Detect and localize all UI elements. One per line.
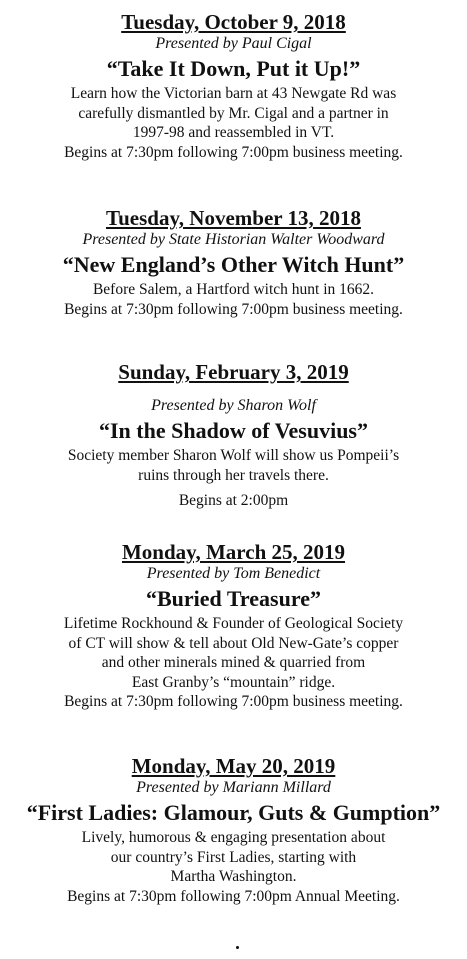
event-title: “In the Shadow of Vesuvius” [99, 418, 368, 443]
description-line: Martha Washington. [170, 868, 297, 885]
event-start-time: Begins at 2:00pm [178, 492, 289, 509]
event-presenter: Presented by Sharon Wolf [151, 397, 316, 414]
event-date: Monday, March 25, 2019 [121, 540, 346, 564]
description-line: Learn how the Victorian barn at 43 Newgate Rd was [70, 85, 397, 102]
event-start-time: Begins at 7:30pm following 7:00pm business meeting. [64, 143, 403, 161]
event-date: Monday, May 20, 2019 [131, 754, 336, 778]
description-line: Before Salem, a Hartford witch hunt in 1662. [92, 281, 375, 298]
description-line: ruins through her travels there. [138, 466, 329, 484]
description-line: of CT will show & tell about Old New-Gate’s copper [68, 634, 399, 652]
event-date: Sunday, February 3, 2019 [118, 360, 349, 384]
description-line: Lively, humorous & engaging presentation about [81, 829, 386, 846]
description-line: and other minerals mined & quarried from [101, 654, 366, 671]
event-date: Tuesday, October 9, 2018 [121, 10, 346, 34]
description-line: Society member Sharon Wolf will show us Pompeii’s [67, 447, 400, 464]
event-description [0, 446, 467, 485]
description-line: our country’s First Ladies, starting with [110, 848, 357, 866]
event-description [0, 828, 467, 887]
event-description [0, 280, 467, 300]
event-presenter: Presented by Paul Cigal [155, 35, 312, 52]
event-description [0, 614, 467, 692]
event-presenter: Presented by Mariann Millard [136, 779, 331, 796]
event-description [0, 84, 467, 143]
event-block-may-2019 [0, 754, 467, 906]
event-title: “First Ladies: Glamour, Guts & Gumption” [26, 800, 441, 825]
event-presenter: Presented by Tom Benedict [146, 565, 321, 582]
description-line: East Granby’s “mountain” ridge. [131, 673, 336, 691]
event-block-mar-2019 [0, 540, 467, 712]
description-line: carefully dismantled by Mr. Cigal and a partner in [78, 104, 389, 122]
event-presenter: Presented by State Historian Walter Woodward [82, 231, 385, 248]
description-line: 1997-98 and reassembled in VT. [132, 124, 335, 141]
event-title: “Buried Treasure” [146, 586, 321, 611]
stray-dot-mark [236, 946, 239, 949]
event-block-feb-2019 [0, 360, 467, 511]
event-title: “Take It Down, Put it Up!” [106, 56, 361, 81]
event-block-nov-2018 [0, 206, 467, 319]
event-date: Tuesday, November 13, 2018 [106, 206, 361, 230]
event-start-time: Begins at 7:30pm following 7:00pm business meeting. [64, 693, 403, 710]
event-start-time: Begins at 7:30pm following 7:00pm business meeting. [64, 300, 403, 318]
event-start-time: Begins at 7:30pm following 7:00pm Annual Meeting. [67, 887, 400, 905]
description-line: Lifetime Rockhound & Founder of Geological Society [63, 615, 404, 632]
event-title: “New England’s Other Witch Hunt” [62, 252, 405, 277]
event-block-oct-2018 [0, 10, 467, 162]
